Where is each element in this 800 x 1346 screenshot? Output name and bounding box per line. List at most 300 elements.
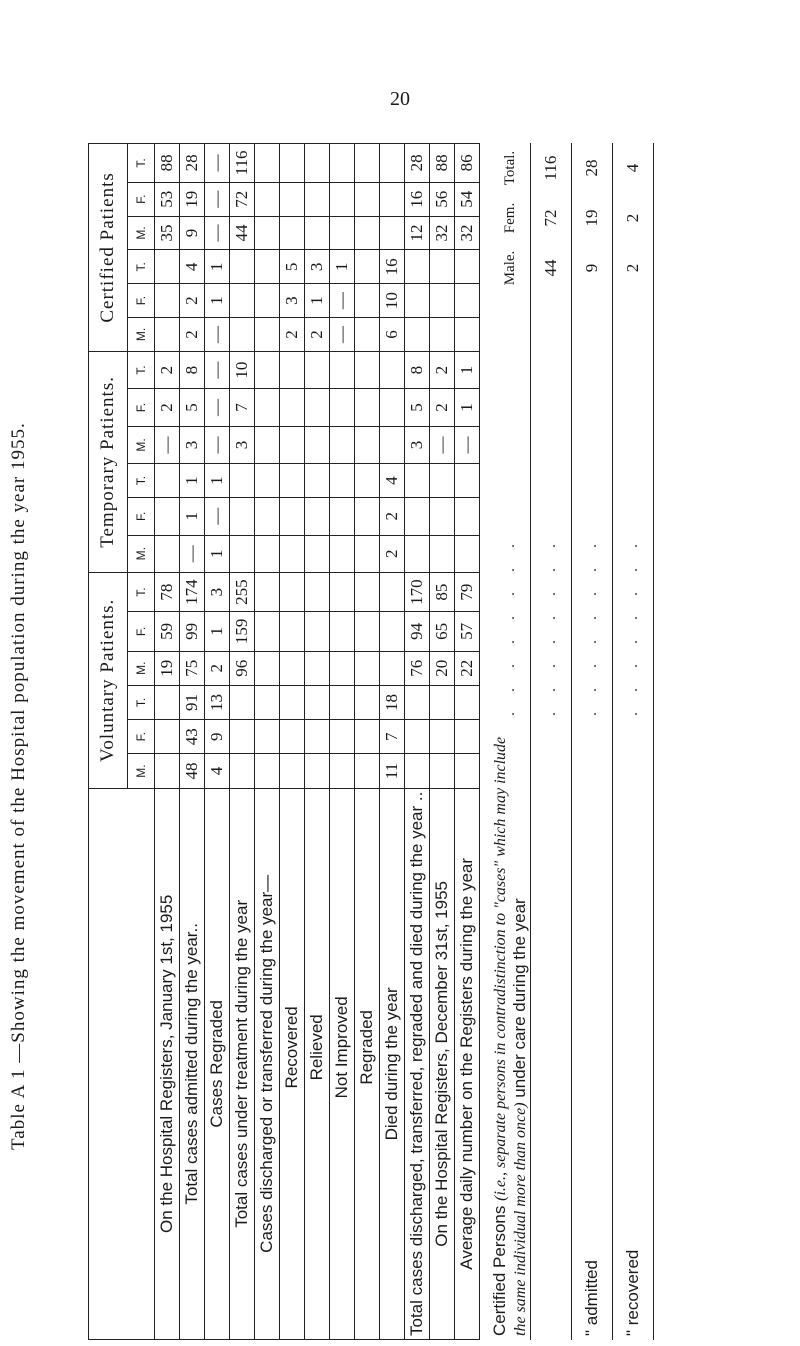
cell-cert: 35: [155, 216, 180, 250]
cell-cert: 28: [405, 144, 430, 183]
cell-cert: 72: [230, 182, 255, 216]
cell-cert: [380, 216, 405, 250]
cell-cert: 88: [430, 144, 455, 183]
cell-tmp: 2: [155, 351, 180, 388]
cell-tmp: [280, 351, 305, 388]
cell-tmp: [230, 535, 255, 572]
cell-vol: [280, 612, 305, 651]
row-label: Died during the year: [380, 788, 405, 1339]
cell-tmp: [255, 351, 280, 388]
cell-vol: 22: [455, 651, 480, 685]
certified-persons-summary: [490, 143, 654, 1340]
cell-cert: 88: [155, 144, 180, 183]
cell-cert: [355, 182, 380, 216]
cell-tmp: —: [205, 351, 230, 388]
cell-vol: [255, 754, 280, 788]
cell-vol: 9: [205, 720, 230, 754]
subheader-cell: T.: [128, 144, 155, 183]
cell-vol: [255, 612, 280, 651]
cell-tmp: [430, 464, 455, 498]
cell-vol: 7: [380, 720, 405, 754]
cell-tmp: [455, 464, 480, 498]
cell-vol: 75: [180, 651, 205, 685]
leader-dots: . . . . . . . .: [542, 536, 559, 716]
cell-cert: 16: [405, 182, 430, 216]
cell-tmp: [330, 426, 355, 463]
cell-tmp: [305, 351, 330, 388]
cell-vol: [380, 612, 405, 651]
cell-tmp: [155, 498, 180, 535]
cell-cert: [430, 250, 455, 284]
leader-dots: . . . . . . . .: [583, 536, 600, 716]
summary-note-suffix: under care during the year: [510, 898, 529, 1098]
cell-vol: [355, 754, 380, 788]
cell-cert: [330, 182, 355, 216]
cell-vol: 3: [205, 572, 230, 611]
row-label: Total cases admitted during the year..: [180, 788, 205, 1339]
table-row: [205, 144, 230, 1340]
cell-tmp: [355, 464, 380, 498]
cell-cert: 1: [305, 284, 330, 318]
cell-tmp: —: [155, 426, 180, 463]
cell-vol: [405, 754, 430, 788]
cell-vol: 13: [205, 685, 230, 719]
cell-vol: [430, 720, 455, 754]
cell-vol: 48: [180, 754, 205, 788]
cell-cert: 16: [380, 250, 405, 284]
cell-vol: [230, 720, 255, 754]
cell-cert: 56: [430, 182, 455, 216]
cell-tmp: 1: [455, 389, 480, 426]
cell-vol: [280, 720, 305, 754]
cell-cert: [280, 182, 305, 216]
cell-vol: [380, 651, 405, 685]
cell-vol: 20: [430, 651, 455, 685]
subheader-cell: M.: [128, 535, 155, 572]
cell-cert: [305, 182, 330, 216]
cell-tmp: [305, 464, 330, 498]
cell-tmp: [380, 351, 405, 388]
cell-cert: [280, 144, 305, 183]
cell-cert: [230, 250, 255, 284]
summary-row-label: " admitted: [582, 1260, 601, 1336]
cell-vol: [305, 612, 330, 651]
cell-tmp: [330, 535, 355, 572]
table-row: [280, 144, 305, 1340]
table-row: [455, 144, 480, 1340]
cell-vol: 91: [180, 685, 205, 719]
cell-vol: 96: [230, 651, 255, 685]
cell-vol: [305, 685, 330, 719]
cell-cert: 10: [380, 284, 405, 318]
subheader-cell: M.: [128, 318, 155, 352]
cell-tmp: —: [205, 389, 230, 426]
subheader-cell: F.: [128, 182, 155, 216]
summary-value: 116: [541, 155, 560, 181]
cell-vol: 99: [180, 612, 205, 651]
row-label: Recovered: [280, 788, 305, 1339]
cell-tmp: [355, 535, 380, 572]
cell-vol: 43: [180, 720, 205, 754]
cell-vol: [355, 572, 380, 611]
cell-cert: 2: [305, 318, 330, 352]
cell-vol: [155, 685, 180, 719]
cell-cert: [380, 182, 405, 216]
summary-value: 28: [582, 159, 601, 177]
cell-cert: [230, 284, 255, 318]
cell-tmp: [330, 464, 355, 498]
summary-row: [572, 143, 613, 1340]
page-number: 20: [390, 88, 410, 110]
cell-vol: [430, 685, 455, 719]
cell-vol: [330, 651, 355, 685]
cell-vol: 59: [155, 612, 180, 651]
cell-cert: [305, 144, 330, 183]
group-temporary: Temporary Patients.: [89, 351, 128, 572]
population-movement-table: [88, 143, 480, 1340]
cell-cert: —: [205, 144, 230, 183]
cell-tmp: 2: [380, 498, 405, 535]
row-label: Cases discharged or transferred during the year—: [255, 788, 280, 1339]
cell-vol: [430, 754, 455, 788]
cell-vol: 85: [430, 572, 455, 611]
cell-cert: 54: [455, 182, 480, 216]
cell-tmp: [330, 498, 355, 535]
summary-value: 2: [623, 213, 642, 223]
cell-tmp: [280, 426, 305, 463]
cell-cert: —: [330, 284, 355, 318]
table-row: [230, 144, 255, 1340]
table-body: [155, 144, 480, 1340]
cell-cert: [405, 284, 430, 318]
cell-vol: [280, 651, 305, 685]
cell-cert: [305, 216, 330, 250]
cell-cert: —: [205, 182, 230, 216]
cell-tmp: [330, 351, 355, 388]
cell-cert: 116: [230, 144, 255, 183]
cell-tmp: [330, 389, 355, 426]
cell-tmp: [455, 498, 480, 535]
cell-cert: [430, 284, 455, 318]
cell-vol: [355, 685, 380, 719]
summary-row-label: " recovered: [623, 1249, 642, 1336]
cell-tmp: 5: [180, 389, 205, 426]
subheader-cell: M.: [128, 754, 155, 788]
cell-cert: [430, 318, 455, 352]
cell-tmp: 1: [180, 498, 205, 535]
cell-vol: [355, 720, 380, 754]
cell-tmp: [355, 389, 380, 426]
cell-tmp: [280, 498, 305, 535]
cell-tmp: [305, 498, 330, 535]
summary-header-row: [490, 143, 531, 1340]
row-label-header: [89, 788, 155, 1339]
subheader-cell: T.: [128, 464, 155, 498]
summary-note-italic: (i.e., separate persons in contradistinction to "cases" which may include the same individual more than once): [492, 736, 529, 1336]
cell-tmp: 8: [180, 351, 205, 388]
cell-cert: 3: [305, 250, 330, 284]
cell-vol: 57: [455, 612, 480, 651]
cell-cert: 4: [180, 250, 205, 284]
cell-tmp: [280, 389, 305, 426]
cell-vol: [155, 720, 180, 754]
table-row: [255, 144, 280, 1340]
row-label: On the Hospital Registers, January 1st, 1955: [155, 788, 180, 1339]
group-voluntary: Voluntary Patients.: [89, 572, 128, 788]
cell-cert: [355, 144, 380, 183]
table-row: [380, 144, 405, 1340]
cell-vol: 94: [405, 612, 430, 651]
rotated-table-sheet: [88, 143, 798, 1340]
cell-vol: [405, 685, 430, 719]
cell-cert: 28: [180, 144, 205, 183]
cell-cert: 2: [180, 284, 205, 318]
table-row: [330, 144, 355, 1340]
cell-vol: 1: [205, 612, 230, 651]
cell-tmp: 7: [230, 389, 255, 426]
summary-value: 19: [582, 209, 601, 227]
summary-note-prefix: Certified Persons: [490, 1205, 509, 1336]
cell-cert: —: [330, 318, 355, 352]
cell-cert: 1: [205, 284, 230, 318]
cell-vol: 19: [155, 651, 180, 685]
cell-tmp: 2: [430, 389, 455, 426]
cell-tmp: —: [205, 498, 230, 535]
summary-value: 4: [623, 163, 642, 173]
cell-tmp: [305, 426, 330, 463]
cell-tmp: [255, 535, 280, 572]
cell-vol: [330, 685, 355, 719]
cell-vol: [305, 651, 330, 685]
cell-cert: 2: [180, 318, 205, 352]
cell-vol: 65: [430, 612, 455, 651]
cell-vol: [405, 720, 430, 754]
cell-cert: [405, 250, 430, 284]
table-row: [305, 144, 330, 1340]
cell-cert: 5: [280, 250, 305, 284]
cell-tmp: [155, 464, 180, 498]
cell-vol: 78: [155, 572, 180, 611]
cell-vol: [355, 612, 380, 651]
cell-vol: 255: [230, 572, 255, 611]
cell-vol: [455, 754, 480, 788]
cell-cert: [355, 250, 380, 284]
subheader-cell: T.: [128, 250, 155, 284]
cell-tmp: [355, 498, 380, 535]
cell-tmp: —: [430, 426, 455, 463]
cell-vol: 174: [180, 572, 205, 611]
cell-vol: [230, 754, 255, 788]
cell-tmp: [255, 498, 280, 535]
cell-tmp: [380, 426, 405, 463]
cell-cert: 2: [280, 318, 305, 352]
cell-vol: [330, 720, 355, 754]
subheader-cell: F.: [128, 498, 155, 535]
cell-tmp: 2: [380, 535, 405, 572]
cell-cert: —: [205, 318, 230, 352]
group-certified: Certified Patients: [89, 144, 128, 352]
cell-vol: [255, 572, 280, 611]
subheader-cell: M.: [128, 651, 155, 685]
cell-vol: 4: [205, 754, 230, 788]
cell-vol: [255, 720, 280, 754]
cell-vol: [455, 685, 480, 719]
cell-tmp: 1: [205, 535, 230, 572]
summary-rows: [531, 143, 654, 1340]
subheader-cell: T.: [128, 351, 155, 388]
cell-tmp: [405, 498, 430, 535]
subheader-cell: M.: [128, 216, 155, 250]
cell-vol: [255, 651, 280, 685]
cell-cert: [155, 318, 180, 352]
cell-tmp: [255, 426, 280, 463]
cell-cert: 1: [205, 250, 230, 284]
cell-vol: [330, 612, 355, 651]
cell-tmp: [405, 464, 430, 498]
cell-cert: 6: [380, 318, 405, 352]
cell-vol: 18: [380, 685, 405, 719]
cell-vol: 159: [230, 612, 255, 651]
cell-cert: 19: [180, 182, 205, 216]
row-label: Regraded: [355, 788, 380, 1339]
cell-vol: [455, 720, 480, 754]
table-row: [180, 144, 205, 1340]
cell-cert: [255, 284, 280, 318]
cell-cert: [355, 318, 380, 352]
cell-tmp: 5: [405, 389, 430, 426]
cell-cert: 32: [455, 216, 480, 250]
cell-tmp: [430, 535, 455, 572]
table-row: [405, 144, 430, 1340]
subheader-cell: T.: [128, 572, 155, 611]
cell-tmp: [405, 535, 430, 572]
cell-cert: [455, 318, 480, 352]
cell-tmp: [230, 464, 255, 498]
row-label: Cases Regraded: [205, 788, 230, 1339]
cell-tmp: —: [205, 426, 230, 463]
cell-tmp: —: [455, 426, 480, 463]
cell-vol: [230, 685, 255, 719]
subheader-cell: F.: [128, 720, 155, 754]
subheader-cell: T.: [128, 685, 155, 719]
cell-tmp: 2: [430, 351, 455, 388]
cell-vol: [330, 572, 355, 611]
cell-tmp: [230, 498, 255, 535]
row-label: On the Hospital Registers, December 31st, 1955: [430, 788, 455, 1339]
cell-tmp: 3: [230, 426, 255, 463]
cell-tmp: —: [180, 535, 205, 572]
cell-tmp: 1: [205, 464, 230, 498]
table-row: [355, 144, 380, 1340]
cell-tmp: [305, 535, 330, 572]
cell-cert: [255, 250, 280, 284]
cell-tmp: 1: [180, 464, 205, 498]
summary-value: 44: [541, 259, 560, 277]
summary-head-total: Total.: [501, 150, 518, 186]
cell-tmp: 2: [155, 389, 180, 426]
cell-tmp: 3: [405, 426, 430, 463]
table-title: Table A 1 —Showing the movement of the Hospital population during the year 1955.: [8, 422, 29, 1150]
cell-tmp: [380, 389, 405, 426]
row-label: Total cases under treatment during the year: [230, 788, 255, 1339]
cell-cert: [330, 216, 355, 250]
summary-value: 72: [541, 209, 560, 227]
cell-vol: [280, 754, 305, 788]
subheader-cell: F.: [128, 389, 155, 426]
cell-tmp: [430, 498, 455, 535]
cell-tmp: [355, 426, 380, 463]
summary-value: 2: [623, 263, 642, 273]
cell-cert: 9: [180, 216, 205, 250]
cell-vol: [305, 720, 330, 754]
cell-vol: 2: [205, 651, 230, 685]
cell-cert: [255, 182, 280, 216]
cell-cert: 12: [405, 216, 430, 250]
cell-vol: [305, 754, 330, 788]
cell-cert: [255, 216, 280, 250]
cell-vol: [255, 685, 280, 719]
cell-cert: [230, 318, 255, 352]
cell-tmp: [455, 535, 480, 572]
row-label: Total cases discharged, transferred, regraded and died during the year ..: [405, 788, 430, 1339]
cell-cert: [280, 216, 305, 250]
cell-vol: [355, 651, 380, 685]
subheader-cell: F.: [128, 612, 155, 651]
table-row: [155, 144, 180, 1340]
cell-cert: [255, 318, 280, 352]
cell-tmp: [255, 464, 280, 498]
summary-value: 9: [582, 263, 601, 273]
cell-tmp: 8: [405, 351, 430, 388]
summary-note: [490, 716, 530, 1340]
cell-vol: [330, 754, 355, 788]
cell-vol: 76: [405, 651, 430, 685]
cell-cert: 53: [155, 182, 180, 216]
cell-cert: [255, 144, 280, 183]
cell-tmp: 4: [380, 464, 405, 498]
summary-row: [531, 143, 572, 1340]
table-row: [430, 144, 455, 1340]
cell-cert: [355, 216, 380, 250]
cell-cert: [380, 144, 405, 183]
cell-cert: [155, 284, 180, 318]
cell-cert: 1: [330, 250, 355, 284]
cell-vol: [380, 572, 405, 611]
cell-cert: [330, 144, 355, 183]
cell-vol: [280, 685, 305, 719]
cell-vol: 79: [455, 572, 480, 611]
cell-cert: [155, 250, 180, 284]
cell-cert: [455, 250, 480, 284]
cell-vol: [280, 572, 305, 611]
summary-head-male: Male.: [501, 250, 518, 286]
cell-cert: 3: [280, 284, 305, 318]
cell-vol: [155, 754, 180, 788]
cell-vol: 170: [405, 572, 430, 611]
cell-cert: 32: [430, 216, 455, 250]
row-label: Not Improved: [330, 788, 355, 1339]
leader-dots: . . . . . . . .: [624, 536, 641, 716]
subheader-cell: F.: [128, 284, 155, 318]
cell-cert: 44: [230, 216, 255, 250]
cell-tmp: [280, 535, 305, 572]
cell-vol: 11: [380, 754, 405, 788]
cell-tmp: [255, 389, 280, 426]
cell-cert: [405, 318, 430, 352]
cell-tmp: [155, 535, 180, 572]
cell-tmp: 1: [455, 351, 480, 388]
cell-vol: [305, 572, 330, 611]
